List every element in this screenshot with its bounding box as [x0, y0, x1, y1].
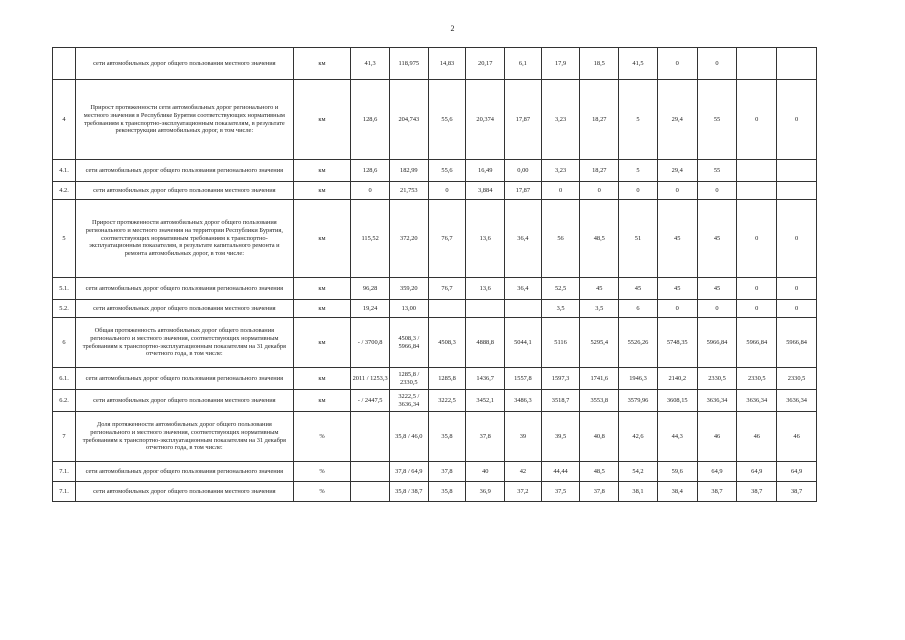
value-cell: 37,2 [505, 482, 542, 502]
value-cell [737, 48, 777, 80]
value-cell: 0 [428, 182, 466, 200]
value-cell: 1285,8 / 2330,5 [389, 368, 428, 390]
unit-cell: % [293, 462, 351, 482]
unit-cell: км [293, 318, 351, 368]
unit-cell: км [293, 80, 351, 160]
value-cell: 118,975 [389, 48, 428, 80]
value-cell: 46 [697, 412, 737, 462]
value-cell [428, 300, 466, 318]
value-cell: 55 [697, 80, 737, 160]
value-cell: 44,3 [657, 412, 697, 462]
unit-cell: км [293, 300, 351, 318]
value-cell: 17,87 [505, 80, 542, 160]
value-cell: 55 [697, 160, 737, 182]
value-cell: 76,7 [428, 200, 466, 278]
value-cell [737, 160, 777, 182]
value-cell: 55,6 [428, 160, 466, 182]
value-cell: 3636,34 [697, 390, 737, 412]
value-cell: 35,8 [428, 482, 466, 502]
value-cell: 76,7 [428, 278, 466, 300]
value-cell: - / 3700,8 [351, 318, 390, 368]
indicator-name-cell: сети автомобильных дорог общего пользования регионального значения [76, 368, 294, 390]
value-cell: 41,3 [351, 48, 390, 80]
value-cell: 40 [466, 462, 505, 482]
table-row [53, 482, 817, 502]
value-cell: 4508,3 [428, 318, 466, 368]
unit-cell: км [293, 160, 351, 182]
value-cell: 42,6 [619, 412, 658, 462]
value-cell: 38,7 [697, 482, 737, 502]
value-cell: 2011 / 1253,3 [351, 368, 390, 390]
value-cell: 48,5 [580, 200, 619, 278]
table-row [53, 200, 817, 278]
value-cell: 37,8 / 64,9 [389, 462, 428, 482]
value-cell: 20,374 [466, 80, 505, 160]
value-cell: 37,8 [580, 482, 619, 502]
value-cell: 3452,1 [466, 390, 505, 412]
value-cell: 48,5 [580, 462, 619, 482]
value-cell: 5044,1 [505, 318, 542, 368]
table-row [53, 48, 817, 80]
value-cell: 64,9 [777, 462, 817, 482]
value-cell: 0 [697, 48, 737, 80]
table-row [53, 80, 817, 160]
value-cell: 5526,26 [619, 318, 658, 368]
row-number-cell: 6.1. [53, 368, 76, 390]
value-cell: 1597,3 [541, 368, 580, 390]
indicator-name-cell: сети автомобильных дорог общего пользования местного значения [76, 182, 294, 200]
value-cell: 16,49 [466, 160, 505, 182]
value-cell: 46 [777, 412, 817, 462]
indicator-name-cell: Общая протяженность автомобильных дорог общего пользования регионального и местного значения, соответствующих нормативным требованиям к транспортно-эксплуатационным показателям на 31 декабря отчетного года, в том числе: [76, 318, 294, 368]
row-number-cell: 4.2. [53, 182, 76, 200]
value-cell: 64,9 [737, 462, 777, 482]
value-cell: 3,884 [466, 182, 505, 200]
value-cell: 3222,5 [428, 390, 466, 412]
value-cell: 20,17 [466, 48, 505, 80]
value-cell [351, 482, 390, 502]
unit-cell: км [293, 278, 351, 300]
table-row [53, 412, 817, 462]
value-cell: 18,5 [580, 48, 619, 80]
row-number-cell: 5.2. [53, 300, 76, 318]
value-cell: 6 [619, 300, 658, 318]
indicator-name-cell: Прирост протяженности сети автомобильных дорог регионального и местного значения в Республике Бурятия соответствующих нормативным требованиям к транспортно-эксплуатационным показателям, в результате реконструкции автомобильных дорог, в том числе: [76, 80, 294, 160]
page-number: 2 [450, 24, 455, 33]
value-cell: 55,6 [428, 80, 466, 160]
indicator-name-cell: сети автомобильных дорог общего пользования регионального значения [76, 462, 294, 482]
value-cell: 13,6 [466, 278, 505, 300]
value-cell: 38,4 [657, 482, 697, 502]
value-cell [777, 160, 817, 182]
value-cell: 35,8 / 46,0 [389, 412, 428, 462]
value-cell: 45 [697, 200, 737, 278]
value-cell: 5966,84 [697, 318, 737, 368]
value-cell: 45 [657, 200, 697, 278]
value-cell: 3579,96 [619, 390, 658, 412]
value-cell: 0 [580, 182, 619, 200]
value-cell: 5295,4 [580, 318, 619, 368]
row-number-cell: 4.1. [53, 160, 76, 182]
value-cell [351, 462, 390, 482]
value-cell: 21,753 [389, 182, 428, 200]
value-cell: 38,1 [619, 482, 658, 502]
value-cell: 128,6 [351, 160, 390, 182]
value-cell: 39 [505, 412, 542, 462]
table-row [53, 300, 817, 318]
value-cell: 0 [737, 300, 777, 318]
value-cell: 37,8 [466, 412, 505, 462]
value-cell: 3,5 [580, 300, 619, 318]
value-cell: 5 [619, 80, 658, 160]
value-cell: 29,4 [657, 160, 697, 182]
value-cell: 38,7 [737, 482, 777, 502]
value-cell: 2330,5 [777, 368, 817, 390]
value-cell: 96,28 [351, 278, 390, 300]
value-cell: 18,27 [580, 160, 619, 182]
value-cell: 2330,5 [697, 368, 737, 390]
indicator-name-cell: сети автомобильных дорог общего пользования регионального значения [76, 278, 294, 300]
value-cell: 0 [697, 300, 737, 318]
row-number-cell: 7.1. [53, 462, 76, 482]
table-row [53, 462, 817, 482]
value-cell: 46 [737, 412, 777, 462]
value-cell: 1285,8 [428, 368, 466, 390]
value-cell: 1946,3 [619, 368, 658, 390]
value-cell: 0 [777, 278, 817, 300]
value-cell: 0 [351, 182, 390, 200]
unit-cell: км [293, 200, 351, 278]
indicator-name-cell: сети автомобильных дорог общего пользования местного значения [76, 482, 294, 502]
value-cell: 3,5 [541, 300, 580, 318]
row-number-cell: 4 [53, 80, 76, 160]
value-cell: 182,99 [389, 160, 428, 182]
value-cell: 35,8 / 38,7 [389, 482, 428, 502]
value-cell: 372,20 [389, 200, 428, 278]
value-cell: 0 [657, 48, 697, 80]
value-cell [466, 300, 505, 318]
value-cell: 52,5 [541, 278, 580, 300]
value-cell: 38,7 [777, 482, 817, 502]
indicator-name-cell: Доля протяженности автомобильных дорог общего пользования регионального и местного значения, соответствующих нормативным требованиям к транспортно-эксплуатационным показателям на 31 декабря отчетного года, в том числе: [76, 412, 294, 462]
value-cell: 2330,5 [737, 368, 777, 390]
row-number-cell: 6.2. [53, 390, 76, 412]
value-cell: 13,6 [466, 200, 505, 278]
value-cell: 35,8 [428, 412, 466, 462]
value-cell: 54,2 [619, 462, 658, 482]
value-cell: 0 [541, 182, 580, 200]
table-row [53, 278, 817, 300]
value-cell: 204,743 [389, 80, 428, 160]
value-cell: 3553,8 [580, 390, 619, 412]
table-row [53, 160, 817, 182]
value-cell: 59,6 [657, 462, 697, 482]
value-cell: 0 [619, 182, 658, 200]
value-cell: 0 [657, 182, 697, 200]
value-cell: 1741,6 [580, 368, 619, 390]
value-cell: 5116 [541, 318, 580, 368]
value-cell: 39,5 [541, 412, 580, 462]
value-cell: 45 [657, 278, 697, 300]
value-cell: 115,52 [351, 200, 390, 278]
row-number-cell: 5 [53, 200, 76, 278]
value-cell: 5966,84 [777, 318, 817, 368]
unit-cell: % [293, 482, 351, 502]
value-cell: - / 2447,5 [351, 390, 390, 412]
indicators-table [52, 47, 817, 502]
value-cell [351, 412, 390, 462]
value-cell: 0 [777, 200, 817, 278]
value-cell: 45 [619, 278, 658, 300]
value-cell: 3,23 [541, 160, 580, 182]
value-cell: 0 [737, 278, 777, 300]
indicator-name-cell: сети автомобильных дорог общего пользования местного значения [76, 390, 294, 412]
value-cell: 17,87 [505, 182, 542, 200]
unit-cell: км [293, 390, 351, 412]
value-cell: 37,5 [541, 482, 580, 502]
value-cell: 29,4 [657, 80, 697, 160]
value-cell: 0 [697, 182, 737, 200]
value-cell: 3222,5 / 3636,34 [389, 390, 428, 412]
value-cell: 51 [619, 200, 658, 278]
indicator-name-cell: Прирост протяженности автомобильных дорог общего пользования регионального и местного значения на территории Республики Бурятия, соответствующих нормативным требованиям к транспортно-эксплуатационным показателям, в результате капитального ремонта и ремонта автомобильных дорог, в том числе: [76, 200, 294, 278]
value-cell: 1557,8 [505, 368, 542, 390]
value-cell: 3636,34 [737, 390, 777, 412]
value-cell: 41,5 [619, 48, 658, 80]
unit-cell: % [293, 412, 351, 462]
value-cell: 56 [541, 200, 580, 278]
value-cell [505, 300, 542, 318]
row-number-cell: 7.1. [53, 482, 76, 502]
value-cell: 4508,3 / 5966,84 [389, 318, 428, 368]
value-cell: 36,4 [505, 278, 542, 300]
value-cell: 40,8 [580, 412, 619, 462]
row-number-cell: 5.1. [53, 278, 76, 300]
value-cell: 5966,84 [737, 318, 777, 368]
value-cell: 2140,2 [657, 368, 697, 390]
value-cell: 3518,7 [541, 390, 580, 412]
value-cell: 3,23 [541, 80, 580, 160]
unit-cell: км [293, 48, 351, 80]
table-row [53, 368, 817, 390]
value-cell: 0,00 [505, 160, 542, 182]
value-cell: 3486,3 [505, 390, 542, 412]
row-number-cell: 6 [53, 318, 76, 368]
value-cell: 359,20 [389, 278, 428, 300]
row-number-cell [53, 48, 76, 80]
value-cell: 3608,15 [657, 390, 697, 412]
value-cell: 37,8 [428, 462, 466, 482]
table-row [53, 390, 817, 412]
unit-cell: км [293, 368, 351, 390]
value-cell: 1436,7 [466, 368, 505, 390]
value-cell: 5 [619, 160, 658, 182]
value-cell: 64,9 [697, 462, 737, 482]
value-cell: 45 [697, 278, 737, 300]
value-cell: 0 [737, 80, 777, 160]
value-cell: 0 [777, 300, 817, 318]
value-cell: 17,9 [541, 48, 580, 80]
value-cell: 4888,8 [466, 318, 505, 368]
table-row [53, 182, 817, 200]
value-cell: 0 [737, 200, 777, 278]
value-cell: 0 [777, 80, 817, 160]
table-row [53, 318, 817, 368]
value-cell: 36,9 [466, 482, 505, 502]
value-cell: 128,6 [351, 80, 390, 160]
value-cell: 36,4 [505, 200, 542, 278]
value-cell: 3636,34 [777, 390, 817, 412]
value-cell [777, 182, 817, 200]
value-cell: 6,1 [505, 48, 542, 80]
value-cell: 5748,35 [657, 318, 697, 368]
indicator-name-cell: сети автомобильных дорог общего пользования регионального значения [76, 160, 294, 182]
indicator-name-cell: сети автомобильных дорог общего пользования местного значения [76, 300, 294, 318]
value-cell: 0 [657, 300, 697, 318]
value-cell [737, 182, 777, 200]
value-cell [777, 48, 817, 80]
value-cell: 42 [505, 462, 542, 482]
value-cell: 14,83 [428, 48, 466, 80]
indicator-name-cell: сети автомобильных дорог общего пользования местного значения [76, 48, 294, 80]
value-cell: 45 [580, 278, 619, 300]
value-cell: 19,24 [351, 300, 390, 318]
value-cell: 13,00 [389, 300, 428, 318]
row-number-cell: 7 [53, 412, 76, 462]
value-cell: 18,27 [580, 80, 619, 160]
unit-cell: км [293, 182, 351, 200]
value-cell: 44,44 [541, 462, 580, 482]
